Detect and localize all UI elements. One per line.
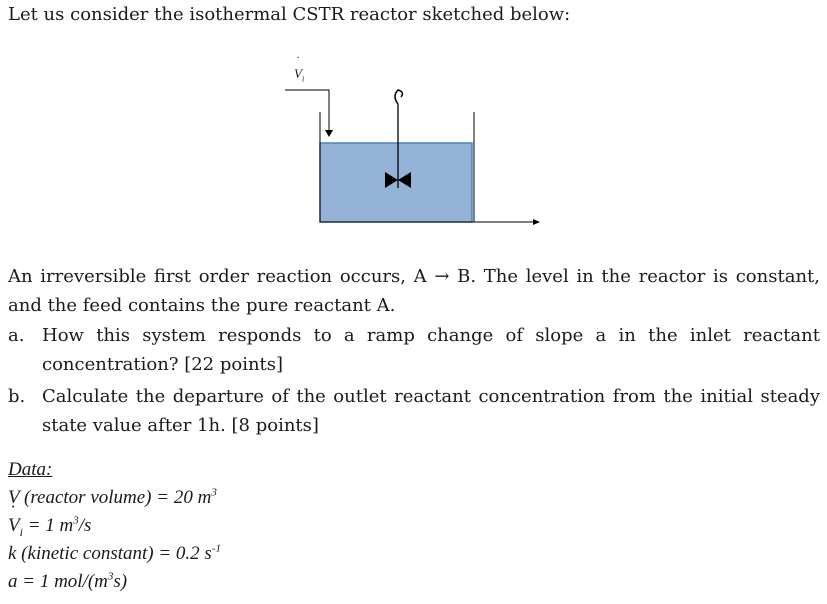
question-a-label: a. <box>8 325 25 346</box>
stirrer-motor-icon <box>395 90 402 104</box>
data-flow: ˙ $V_i = 1$ $m^3/s$ <box>8 512 221 540</box>
data-kinetic: k (kinetic constant) = 0.2 $s^{-1}$ <box>8 542 221 564</box>
data-volume: V (reactor volume) = 20 $m^3$ <box>8 486 217 508</box>
reactor-liquid <box>320 143 472 222</box>
data-header: Data: <box>8 459 53 480</box>
intro-text: Let us consider the isothermal CSTR reactor sketched below: <box>8 4 571 25</box>
data-slope: a = 1 mol/$(m^3s)$ <box>8 570 128 592</box>
cstr-diagram <box>0 0 827 250</box>
question-b <box>8 382 820 440</box>
question-a-text: How this system responds to a ramp change of slope a in the inlet reactant concentration? [22 points] <box>42 325 820 375</box>
outlet-arrow-head <box>533 219 540 225</box>
question-b-label: b. <box>8 386 26 407</box>
feed-pipe <box>285 90 329 134</box>
data-section <box>8 456 221 596</box>
problem-paragraph: An irreversible first order reaction occurs, A → B. The level in the reactor is constant, and the feed contains the pure reactant A. <box>8 266 820 316</box>
feed-flow-label: ˙ $V_i$ <box>294 66 304 84</box>
question-b-text: Calculate the departure of the outlet reactant concentration from the initial steady state value after 1h. [8 points] <box>42 386 820 436</box>
question-a <box>8 321 820 379</box>
feed-arrow-head <box>325 130 333 137</box>
